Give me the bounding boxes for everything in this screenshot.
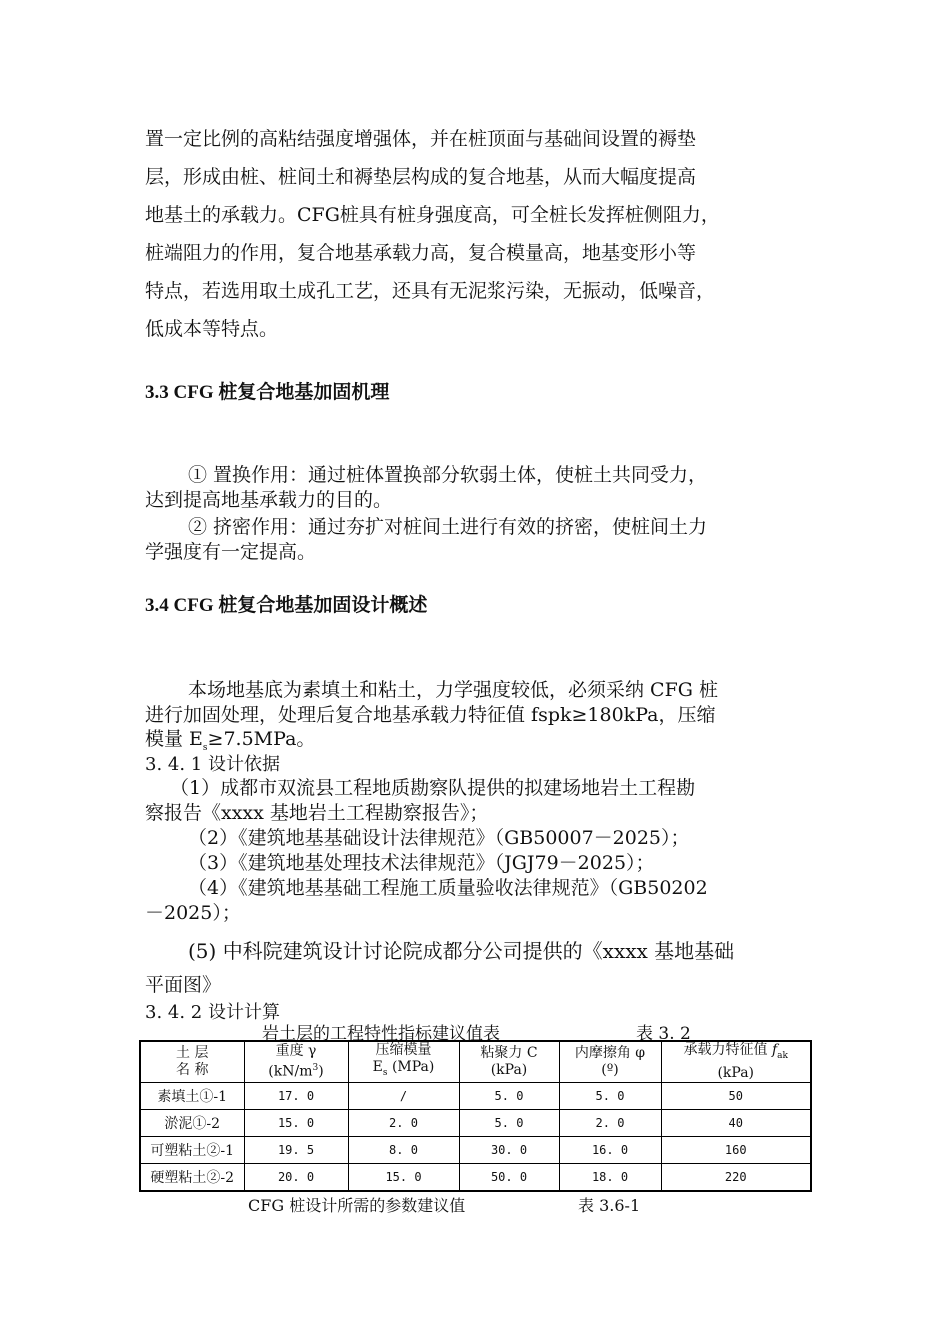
table-title: 岩土层的工程特性指标建议值表 [262, 1024, 500, 1044]
intro-line: 层，形成由桩、桩间土和褥垫层构成的复合地基，从而大幅度提高 [145, 166, 697, 188]
header-compression-modulus [348, 1041, 459, 1082]
mechanism-line: ② 挤密作用：通过夯扩对桩间土进行有效的挤密，使桩间土力 [188, 516, 708, 538]
cell-value: 160 [661, 1136, 811, 1163]
basis-line: －2025）； [145, 902, 241, 924]
header-text: 承载力特征值 [683, 1042, 772, 1058]
overview-line: 本场地基底为素填土和粘土，力学强度较低，必须采纳 CFG 桩 [188, 679, 718, 701]
cell-value: 15. 0 [244, 1109, 348, 1136]
cell-value: 5. 0 [459, 1109, 559, 1136]
header-friction-angle [559, 1041, 661, 1082]
cell-value: 5. 0 [559, 1082, 661, 1109]
header-line: 粘聚力 C [480, 1044, 538, 1061]
header-line [662, 1042, 811, 1065]
table-row [140, 1163, 811, 1191]
header-bearing-capacity [661, 1041, 811, 1082]
basis-line: （3）《建筑地基处理技术法律规范》（JGJ79－2025）； [188, 852, 655, 874]
cell-value: / [348, 1082, 459, 1109]
basis-line: （2）《建筑地基基础设计法律规范》（GB50007－2025）； [188, 827, 690, 849]
basis-line: (5) 中科院建筑设计讨论院成都分公司提供的《xxxx 基地基础 [188, 939, 735, 963]
header-text: (kN/m [268, 1063, 313, 1080]
table-number: 表 3. 2 [636, 1024, 691, 1044]
cell-value: 30. 0 [459, 1136, 559, 1163]
modulus-prefix: 模量 E [145, 728, 203, 750]
basis-line: 察报告《xxxx 基地岩土工程勘察报告》； [145, 802, 489, 824]
cell-value: 16. 0 [559, 1136, 661, 1163]
modulus-subscript: s [202, 742, 208, 753]
cell-value: 15. 0 [348, 1163, 459, 1191]
table-row [140, 1082, 811, 1109]
header-sub: s [382, 1067, 388, 1078]
header-line: 重度 γ [275, 1043, 317, 1060]
cell-value: 17. 0 [244, 1082, 348, 1109]
intro-line: 桩端阻力的作用，复合地基承载力高，复合模量高，地基变形小等 [145, 242, 697, 264]
cell-soil-name: 素填土①-1 [140, 1082, 244, 1109]
cell-soil-name: 硬塑粘土②-2 [140, 1163, 244, 1191]
header-text: (MPa) [387, 1059, 435, 1075]
overview-line-modulus [145, 724, 315, 753]
cell-value: 8. 0 [348, 1136, 459, 1163]
table-number: 表 3.6-1 [578, 1196, 641, 1215]
subsection-heading-3-4-1: 3. 4. 1 设计依据 [145, 754, 280, 775]
intro-line: 低成本等特点。 [145, 318, 279, 340]
modulus-suffix: ≥7.5MPa。 [207, 728, 316, 750]
mechanism-line: 学强度有一定提高。 [145, 541, 317, 563]
intro-line: 地基土的承载力。CFG桩具有桩身强度高，可全桩长发挥桩侧阻力， [145, 204, 720, 226]
header-text: ) [318, 1063, 324, 1080]
cell-value: 220 [661, 1163, 811, 1191]
header-line: 土 层 [176, 1044, 209, 1061]
mechanism-line: ① 置换作用：通过桩体置换部分软弱土体，使桩土共同受力， [188, 464, 708, 486]
header-line: 内摩擦角 φ [574, 1044, 646, 1061]
header-line: 压缩模量 [375, 1042, 432, 1058]
cell-value: 2. 0 [348, 1109, 459, 1136]
overview-line: 进行加固处理，处理后复合地基承载力特征值 fspk≥180kPa，压缩 [145, 704, 716, 726]
section-heading-3-3: 3.3 CFG 桩复合地基加固机理 [145, 382, 390, 403]
cell-value: 18. 0 [559, 1163, 661, 1191]
header-line: 名 称 [176, 1061, 209, 1078]
subsection-heading-3-4-2: 3. 4. 2 设计计算 [145, 1002, 280, 1023]
table-header-row [140, 1041, 811, 1082]
cell-value: 50 [661, 1082, 811, 1109]
header-cohesion [459, 1041, 559, 1082]
mechanism-line: 达到提高地基承载力的目的。 [145, 489, 393, 511]
table-title: CFG 桩设计所需的参数建议值 [248, 1196, 466, 1215]
header-line [349, 1059, 459, 1082]
table-row [140, 1109, 811, 1136]
header-line [245, 1060, 348, 1081]
basis-line: 平面图》 [145, 974, 222, 996]
section-heading-3-4: 3.4 CFG 桩复合地基加固设计概述 [145, 595, 428, 616]
intro-line: 置一定比例的高粘结强度增强体，并在桩顶面与基础间设置的褥垫 [145, 128, 697, 150]
header-sub: ak [777, 1050, 788, 1061]
cell-value: 40 [661, 1109, 811, 1136]
cell-value: 19. 5 [244, 1136, 348, 1163]
intro-line: 特点，若选用取土成孔工艺，还具有无泥浆污染，无振动，低噪音， [145, 280, 716, 302]
table-row [140, 1136, 811, 1163]
header-text: f [771, 1042, 778, 1058]
soil-properties-table [139, 1040, 812, 1192]
header-sup: 3 [312, 1063, 319, 1074]
header-soil-layer [140, 1041, 244, 1082]
cell-value: 5. 0 [459, 1082, 559, 1109]
cell-soil-name: 可塑粘土②-1 [140, 1136, 244, 1163]
cell-value: 50. 0 [459, 1163, 559, 1191]
cell-value: 2. 0 [559, 1109, 661, 1136]
cell-value: 20. 0 [244, 1163, 348, 1191]
cell-soil-name: 淤泥①-2 [140, 1109, 244, 1136]
header-line: (º) [601, 1061, 619, 1078]
header-line: (kPa) [717, 1064, 755, 1081]
basis-line: （4）《建筑地基基础工程施工质量验收法律规范》（GB50202 [188, 877, 708, 899]
basis-line: （1）成都市双流县工程地质勘察队提供的拟建场地岩土工程勘 [170, 777, 696, 799]
header-line: (kPa) [490, 1061, 528, 1078]
header-text: E [372, 1059, 383, 1075]
header-unit-weight [244, 1041, 348, 1082]
